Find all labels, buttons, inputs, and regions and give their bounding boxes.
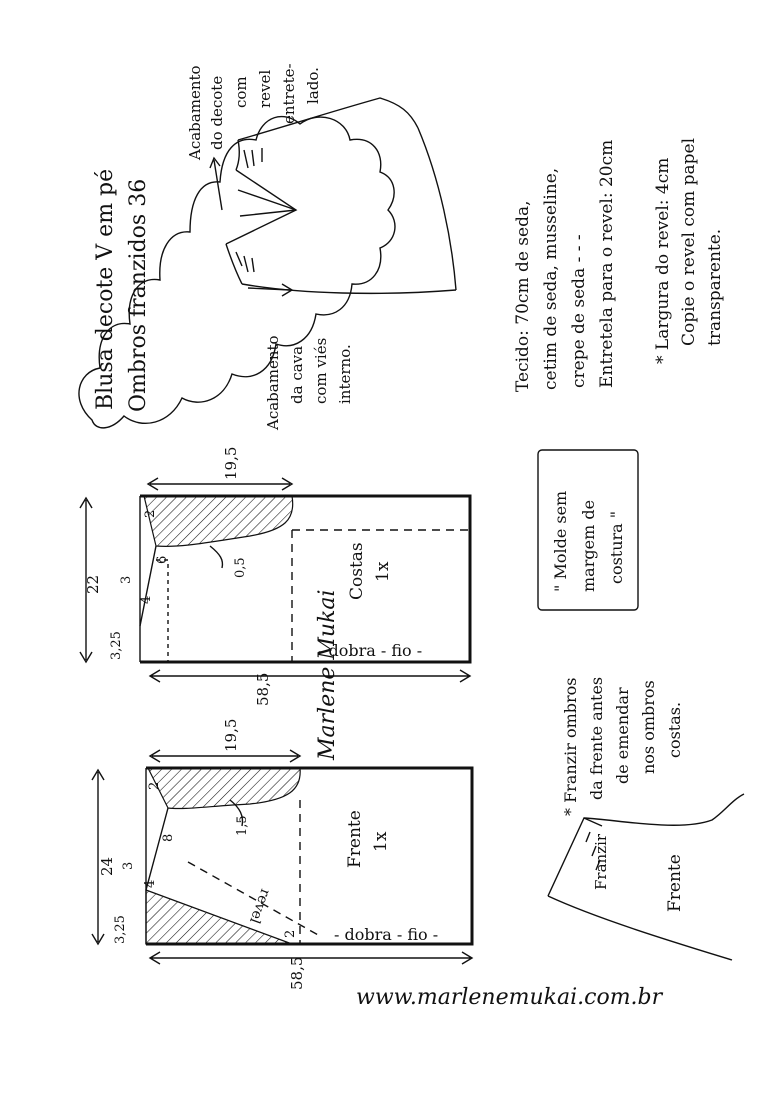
note-neck-finish [186,63,322,161]
no-seam-line-1: margem de [579,499,598,592]
facing-line-2: transparente. [705,228,725,346]
front-facing-width: 2 [283,929,298,938]
back-qty: 1x [373,561,393,582]
front-armhole: 1,5 [235,815,250,836]
back-name: Costas [347,542,367,600]
back-6: 6 [155,555,170,564]
website-url: www.marlenemukai.com.br [356,985,663,1010]
facing-line-1: Copie o revel com papel [679,137,699,346]
note-armhole-line-0: Acabamento [264,335,282,430]
facing-line-0: * Largura do revel: 4cm [653,157,673,364]
signature-text: Marlene Mukai [315,589,340,760]
gather-line-3: nos ombros [639,680,658,774]
detail-front: Frente [665,854,685,912]
gather-line-2: de emendar [613,687,632,784]
gather-line-0: * Franzir ombros [561,677,580,816]
fabric-notes [513,140,617,392]
gather-line-4: costas. [665,701,684,758]
note-neck-line-4: entrete- [280,63,298,124]
signature [315,589,340,761]
front-4: 4 [143,879,158,888]
back-length: 22 [84,574,102,594]
no-seam-line-2: costura " [607,510,626,584]
front-neck: 3,25 [113,915,128,944]
note-neck-line-1: do decote [208,75,226,150]
note-armhole-line-1: da cava [288,345,306,404]
fabric-line-2: crepe de seda - - - [569,234,589,388]
front-pattern-piece [92,719,472,990]
title-line-2: Ombros franzidos 36 [126,178,151,412]
shoulder-detail [548,794,744,960]
back-4: 4 [139,595,154,604]
no-seam-line-0: " Molde sem [551,490,570,592]
back-fold: - dobra - fio - [318,641,423,660]
fabric-line-1: cetim de seda, musseline, [541,167,561,390]
front-hem: 58,5 [288,956,306,990]
note-neck-line-3: revel [256,69,274,108]
back-2: 2 [143,509,158,518]
back-neck: 3,25 [109,631,124,660]
front-facing-label: revel [246,886,274,926]
front-qty: 1x [371,831,391,852]
no-seam-box [538,450,638,610]
title-line-1: Blusa decote V em pé [93,168,118,410]
fabric-line-0: Tecido: 70cm de seda, [513,200,533,392]
gather-line-1: da frente antes [587,676,606,800]
facing-notes [653,138,725,364]
note-armhole-line-2: com viés [312,337,330,404]
detail-gather: Franzir [592,833,610,890]
note-neck-line-2: com [232,76,250,108]
note-neck-line-5: lado. [304,67,322,104]
front-width: 19,5 [222,718,240,752]
back-armhole: 0,5 [233,557,248,578]
front-8: 8 [161,833,176,842]
note-armhole-finish [264,335,354,431]
back-hem: 58,5 [254,672,272,706]
back-3: 3 [119,575,134,584]
back-pattern-piece [80,447,470,706]
note-armhole-line-3: interno. [336,344,354,404]
back-width: 19,5 [222,446,240,480]
front-length: 24 [98,856,116,876]
front-3: 3 [121,861,136,870]
fabric-line-3: Entretela para o revel: 20cm [597,139,617,388]
note-neck-line-0: Acabamento [186,65,204,160]
front-fold: - dobra - fio - [334,925,439,944]
blouse-sketch [210,98,456,296]
gather-note [561,677,684,816]
front-name: Frente [345,810,365,868]
front-2: 2 [147,781,162,790]
